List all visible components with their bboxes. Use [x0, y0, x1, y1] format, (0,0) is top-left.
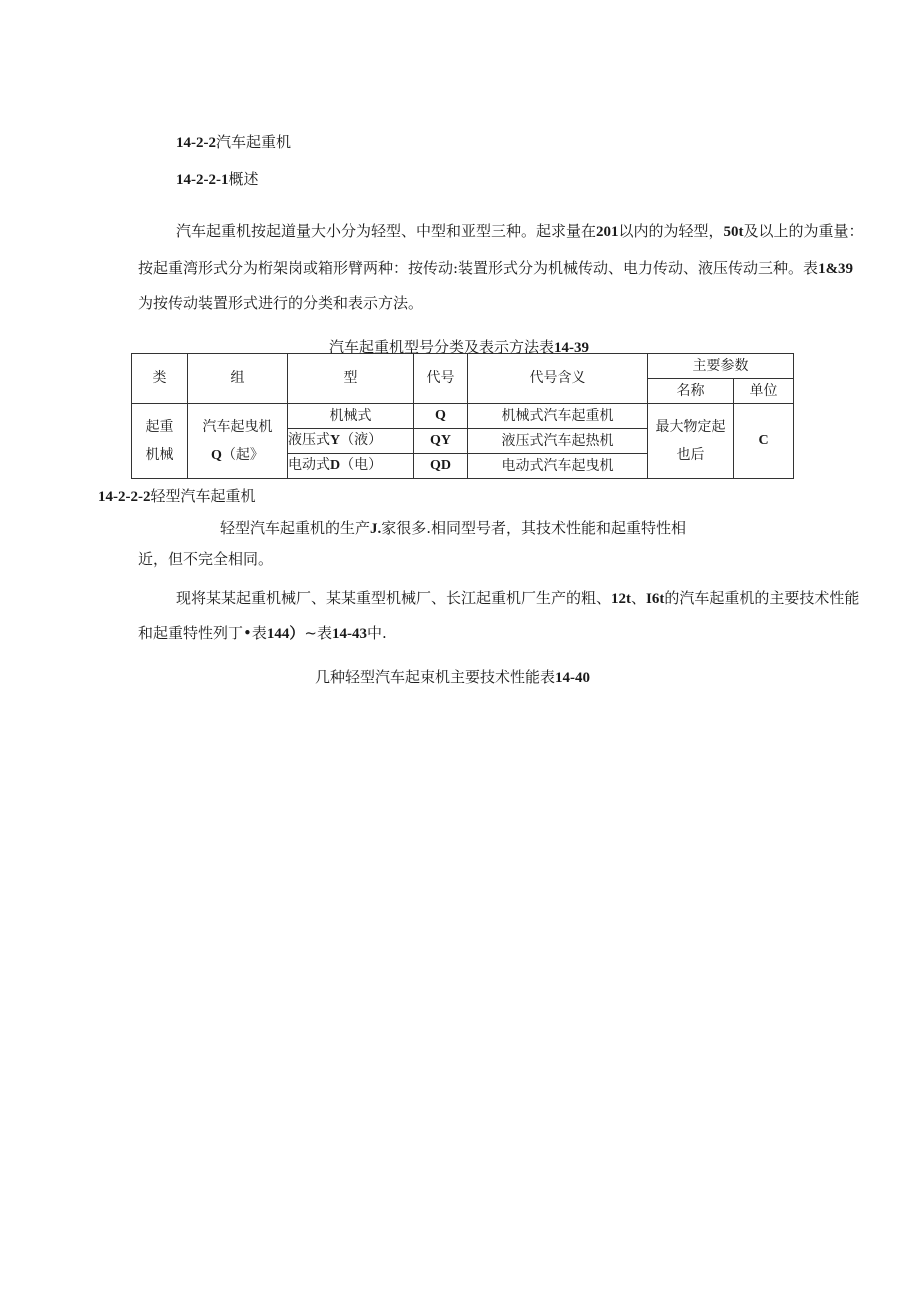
type-text: 液压式 — [288, 432, 330, 449]
light-text: ~表 — [304, 624, 332, 642]
overview-text: 汽车起重机按起道量大小分为轻型、中型和亚型三种。起求量在 — [176, 222, 597, 240]
section-number: 14-2-2 — [176, 135, 216, 151]
overview-line-2 — [138, 261, 853, 277]
group-code: Q — [211, 447, 222, 463]
section-heading — [176, 131, 291, 152]
subsection-number: 14-2-2-1 — [176, 172, 229, 188]
light-text: 、 — [631, 589, 647, 607]
type-text: 电动式 — [288, 457, 330, 474]
type-suffix: （电） — [340, 457, 383, 474]
overview-text: 及以上的为重量： — [743, 222, 864, 240]
type-cell — [288, 429, 414, 454]
overview-text: 为按传动装置形式进行的分类和表示方法。 — [138, 294, 424, 312]
overview-line-3 — [138, 296, 423, 311]
light-line-1 — [220, 521, 686, 537]
caption-text: 汽车起重机型号分类及表示方法表 — [329, 338, 555, 356]
category-line: 起重 — [145, 419, 174, 435]
group-suffix: （起》 — [221, 446, 264, 463]
param-name-cell — [648, 404, 734, 479]
meaning-cell: 机械式汽车起重机 — [468, 404, 648, 429]
category-line: 机械 — [145, 447, 174, 463]
type-suffix: （液） — [340, 432, 383, 449]
header-param-name: 名称 — [648, 379, 734, 404]
param-unit-cell: C — [734, 404, 794, 479]
header-type: 型 — [288, 354, 414, 404]
caption-number: 14-39 — [554, 340, 590, 356]
param-name-line: 最大物定起 — [655, 419, 726, 435]
capacity-value: 12t — [611, 591, 632, 607]
header-code: 代号 — [414, 354, 468, 404]
subsection2-number: 14-2-2-2 — [98, 489, 151, 505]
overview-text: 按起重湾形式分为桁架岗或箱形臂两种：按传动:装置形式分为机械传动、电力传动、液压传动三种。表 — [138, 259, 819, 277]
light-line-4 — [138, 626, 387, 642]
overview-text: 以内的为轻型， — [618, 222, 724, 240]
overview-line-1 — [176, 224, 864, 240]
type-code: D — [330, 458, 341, 474]
light-text: 的汽车起重机的主要技术性能 — [664, 589, 860, 607]
type-code: Y — [330, 433, 341, 449]
subsection2-heading — [98, 485, 256, 506]
subsection-heading — [176, 168, 259, 189]
light-text: 家很多.相同型号者，其技术性能和起重特性相 — [381, 519, 687, 537]
subsection-title: 概述 — [228, 170, 259, 188]
light-text: 现将某某起重机械厂、某某重型机械厂、长江起重机厂生产的粗、 — [176, 589, 612, 607]
section-title: 汽车起重机 — [216, 133, 292, 151]
table-reference: 14-43 — [331, 626, 367, 642]
header-main-params: 主要参数 — [648, 354, 794, 379]
header-category: 类 — [132, 354, 188, 404]
group-code-line — [188, 441, 287, 470]
subsection2-title: 轻型汽车起重机 — [150, 487, 256, 505]
light-text-bold: J. — [370, 521, 382, 537]
header-code-meaning: 代号含义 — [468, 354, 648, 404]
group-line: 汽车起曳机 — [202, 418, 273, 435]
meaning-cell: 电动式汽车起曳机 — [468, 454, 648, 479]
type-cell — [288, 454, 414, 479]
overview-value: 201 — [596, 224, 619, 240]
overview-value: 50t — [723, 224, 744, 240]
light-text: 轻型汽车起重机的生产 — [220, 519, 371, 537]
table2-caption — [315, 666, 590, 687]
light-text: 中. — [366, 624, 387, 642]
category-cell — [132, 404, 188, 479]
light-line-2 — [138, 552, 273, 567]
meaning-cell: 液压式汽车起热机 — [468, 429, 648, 454]
light-text: 和起重特性列丁•表 — [138, 624, 267, 642]
code-cell: QY — [414, 429, 468, 454]
type-cell — [288, 404, 414, 429]
code-cell: Q — [414, 404, 468, 429]
capacity-value: I6t — [646, 591, 665, 607]
type-text: 机械式 — [329, 407, 372, 424]
light-line-3 — [176, 591, 859, 607]
classification-table — [131, 353, 794, 479]
param-name-line: 也后 — [676, 447, 705, 463]
header-param-unit: 单位 — [734, 379, 794, 404]
header-group: 组 — [188, 354, 288, 404]
code-cell: QD — [414, 454, 468, 479]
caption-text: 几种轻型汽车起束机主要技术性能表 — [315, 668, 556, 686]
group-cell — [188, 404, 288, 479]
light-text: 近，但不完全相同。 — [138, 550, 274, 568]
caption-number: 14-40 — [555, 670, 591, 686]
table-reference: 144） — [266, 626, 305, 642]
table-reference: 1&39 — [818, 261, 854, 277]
